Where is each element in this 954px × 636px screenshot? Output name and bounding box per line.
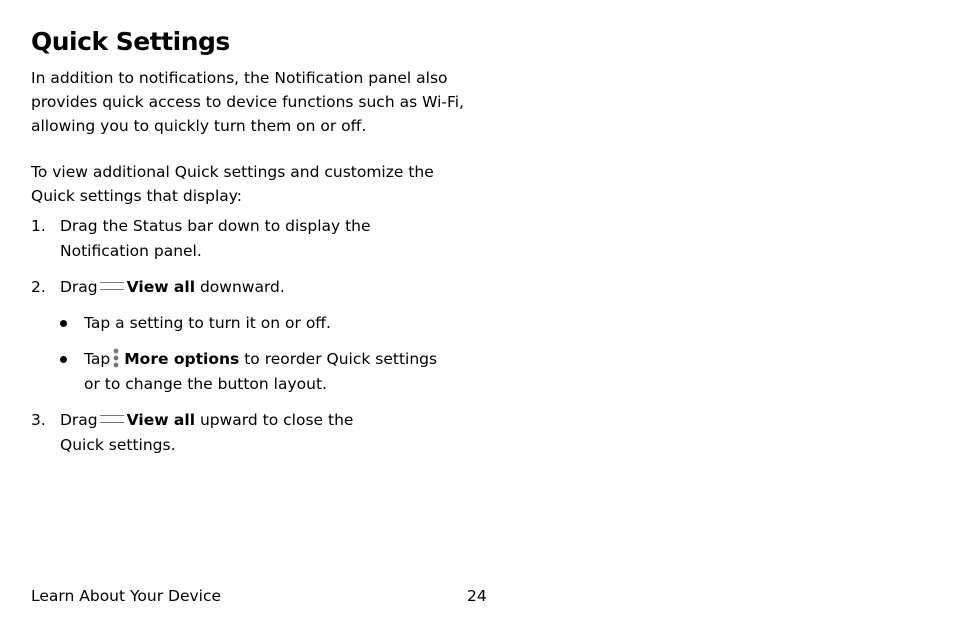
- step-text: Drag the Status bar down to display the Notification panel.: [60, 217, 371, 260]
- step-prefix: Drag: [60, 278, 98, 296]
- step-text: [60, 275, 460, 300]
- view-all-handle-icon: [100, 282, 124, 290]
- view-all-label: View all: [126, 278, 196, 296]
- bullet-suffix: to reorder Quick settings or to change the button layout.: [84, 350, 438, 393]
- footer-page-number: 24: [467, 587, 487, 605]
- footer-section-title: Learn About Your Device: [31, 587, 222, 605]
- more-options-label: More options: [124, 350, 240, 368]
- view-all-handle-icon: [100, 415, 124, 423]
- more-options-icon: [112, 348, 120, 368]
- step-suffix: downward.: [199, 278, 285, 296]
- bullet-dot: [60, 320, 67, 327]
- intro-paragraph: In addition to notifications, the Notification panel also provides quick access to device functions such as Wi-Fi, allowing you to quickly turn them on or off.: [31, 69, 464, 135]
- step-number: 1.: [31, 217, 46, 235]
- lead-paragraph: To view additional Quick settings and customize the Quick settings that display:: [31, 163, 434, 205]
- step-prefix: Drag: [60, 411, 98, 429]
- step-suffix: upward to close the Quick settings.: [60, 411, 354, 454]
- bullet-text: Tap a setting to turn it on or off.: [84, 314, 331, 332]
- page-title: Quick Settings: [31, 27, 230, 56]
- step-number: 3.: [31, 411, 46, 429]
- step-text: [60, 408, 360, 457]
- step-number: 2.: [31, 278, 46, 296]
- view-all-label: View all: [126, 411, 196, 429]
- bullet-text: [84, 347, 454, 396]
- bullet-dot: [60, 356, 67, 363]
- bullet-prefix: Tap: [84, 350, 111, 368]
